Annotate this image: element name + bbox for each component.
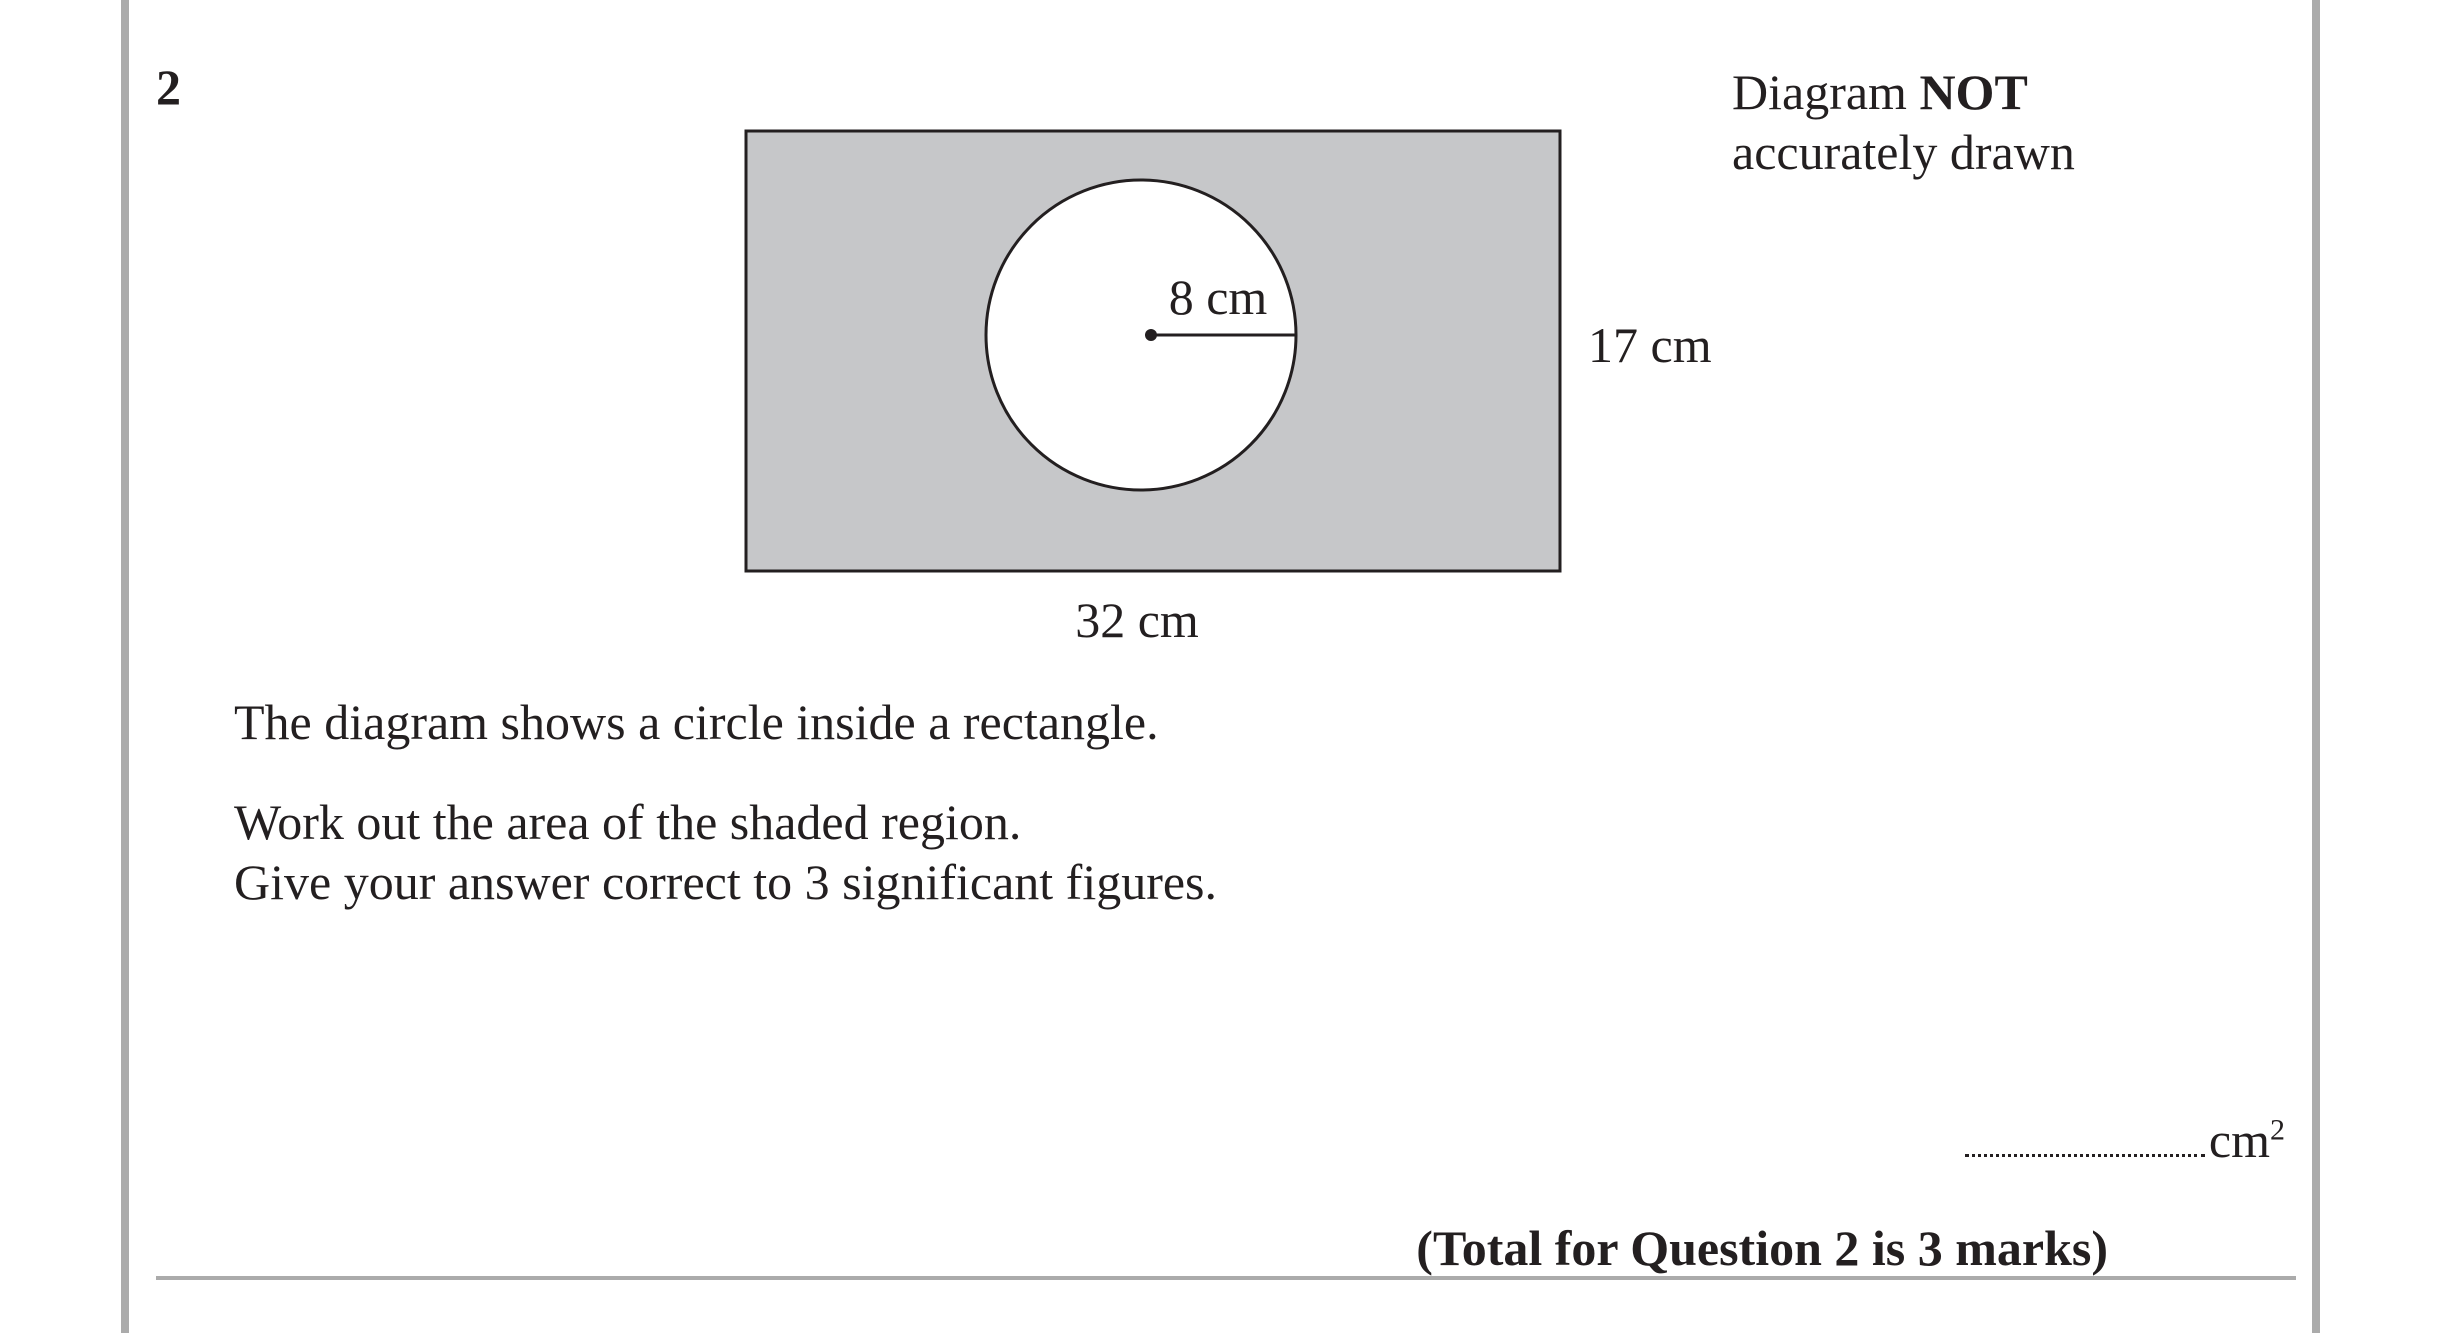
question-instructions xyxy=(234,792,1217,912)
answer-area xyxy=(1965,1110,2285,1170)
radius-label: 8 cm xyxy=(1168,269,1268,325)
answer-line[interactable] xyxy=(1965,1154,2205,1157)
instruction-line-1: Work out the area of the shaded region. xyxy=(234,794,1022,850)
width-label: 32 cm xyxy=(1075,592,1199,648)
question-statement: The diagram shows a circle inside a rectangle. xyxy=(234,694,1159,750)
diagram-note-emphasis: NOT xyxy=(1919,64,2028,120)
answer-unit: cm xyxy=(2208,1112,2270,1168)
centre-point xyxy=(1145,329,1157,341)
height-label: 17 cm xyxy=(1588,317,1712,373)
answer-unit-power: 2 xyxy=(2270,1113,2285,1147)
diagram-note-prefix: Diagram xyxy=(1732,64,1920,120)
bottom-divider xyxy=(156,1276,2296,1280)
total-marks: (Total for Question 2 is 3 marks) xyxy=(1416,1220,2108,1276)
instruction-line-2: Give your answer correct to 3 significant figures. xyxy=(234,854,1218,910)
diagram-note-line-2: accurately drawn xyxy=(1732,124,2075,180)
question-number: 2 xyxy=(156,59,181,115)
